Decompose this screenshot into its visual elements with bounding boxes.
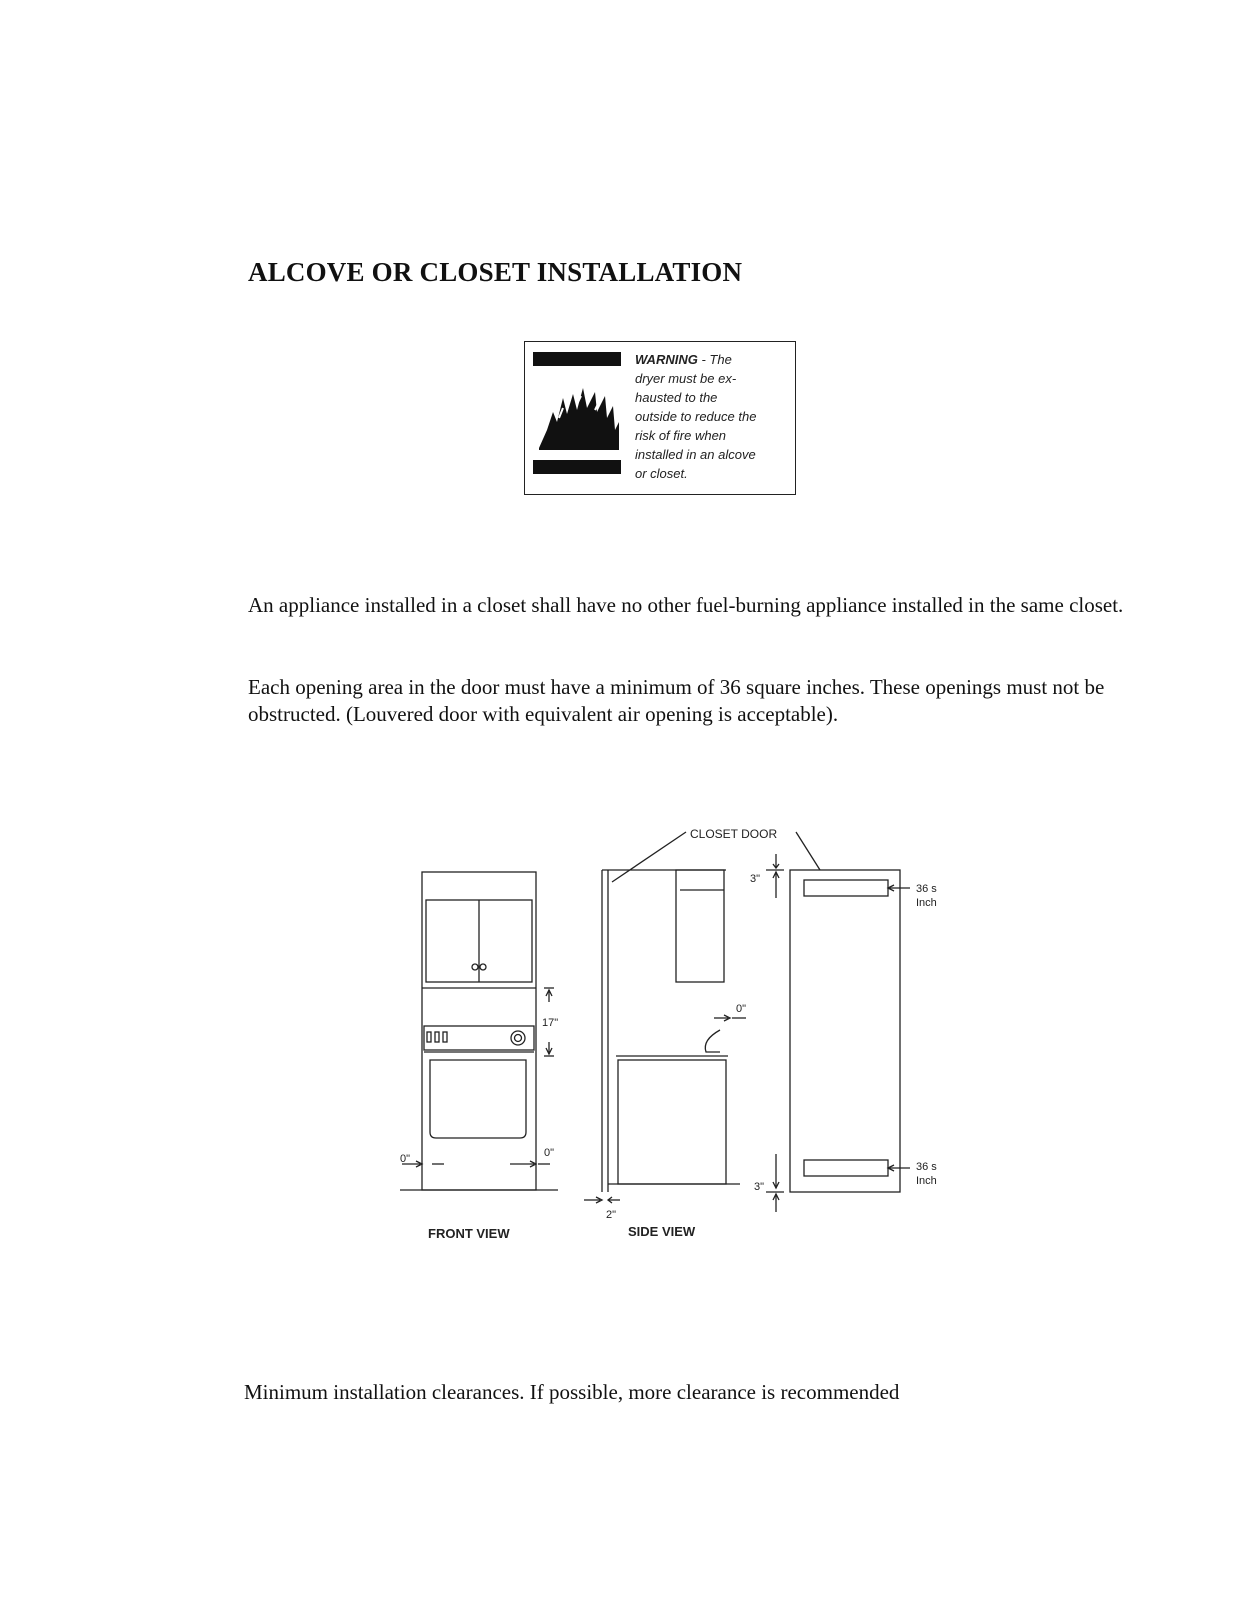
clearance-diagram [380, 820, 960, 1250]
side-view-label: SIDE VIEW [628, 1224, 696, 1239]
warning-line: outside to reduce the [635, 409, 757, 424]
dim-17-label: 17" [542, 1017, 559, 1029]
page-title: ALCOVE OR CLOSET INSTALLATION [248, 257, 743, 287]
dim-2-label: 2" [606, 1209, 617, 1221]
front-view-label: FRONT VIEW [428, 1226, 510, 1241]
closet-door-label: CLOSET DOOR [690, 827, 778, 841]
fire-icon [533, 352, 621, 474]
vent-bottom-label: 36 s [916, 1161, 937, 1173]
dim-0-right-label: 0" [544, 1147, 555, 1159]
diagram-caption: Minimum installation clearances. If possible, more clearance is recommended [244, 1380, 900, 1404]
warning-box [524, 341, 796, 495]
dim-0-left-label: 0" [400, 1153, 411, 1165]
paragraph-openings: Each opening area in the door must have a minimum of 36 square inches. These openings must not be obstructed. (Louvered door with equivalent air opening is acceptable). [248, 675, 1105, 726]
warning-lead: WARNING [635, 352, 698, 367]
vent-bottom-unit: Inch [916, 1175, 937, 1187]
closet-door-drawing [766, 854, 910, 1212]
front-view-drawing [400, 872, 558, 1190]
vent-top-label: 36 s [916, 883, 937, 895]
vent-top-unit: Inch [916, 897, 937, 909]
warning-line: installed in an alcove [635, 447, 756, 462]
warning-line: dryer must be ex- [635, 371, 737, 386]
dim-3-top-label: 3" [750, 873, 761, 885]
warning-line: or closet. [635, 466, 688, 481]
paragraph-closet-rule: An appliance installed in a closet shall have no other fuel-burning appliance installed in the same closet. [248, 593, 1124, 617]
warning-line: hausted to the [635, 390, 718, 405]
warning-text [635, 350, 793, 483]
dim-3-bottom-label: 3" [754, 1181, 765, 1193]
warning-line: - The [697, 352, 732, 367]
side-view-drawing [584, 832, 820, 1203]
dim-0-side-label: 0" [736, 1003, 747, 1015]
warning-line: risk of fire when [635, 428, 727, 443]
